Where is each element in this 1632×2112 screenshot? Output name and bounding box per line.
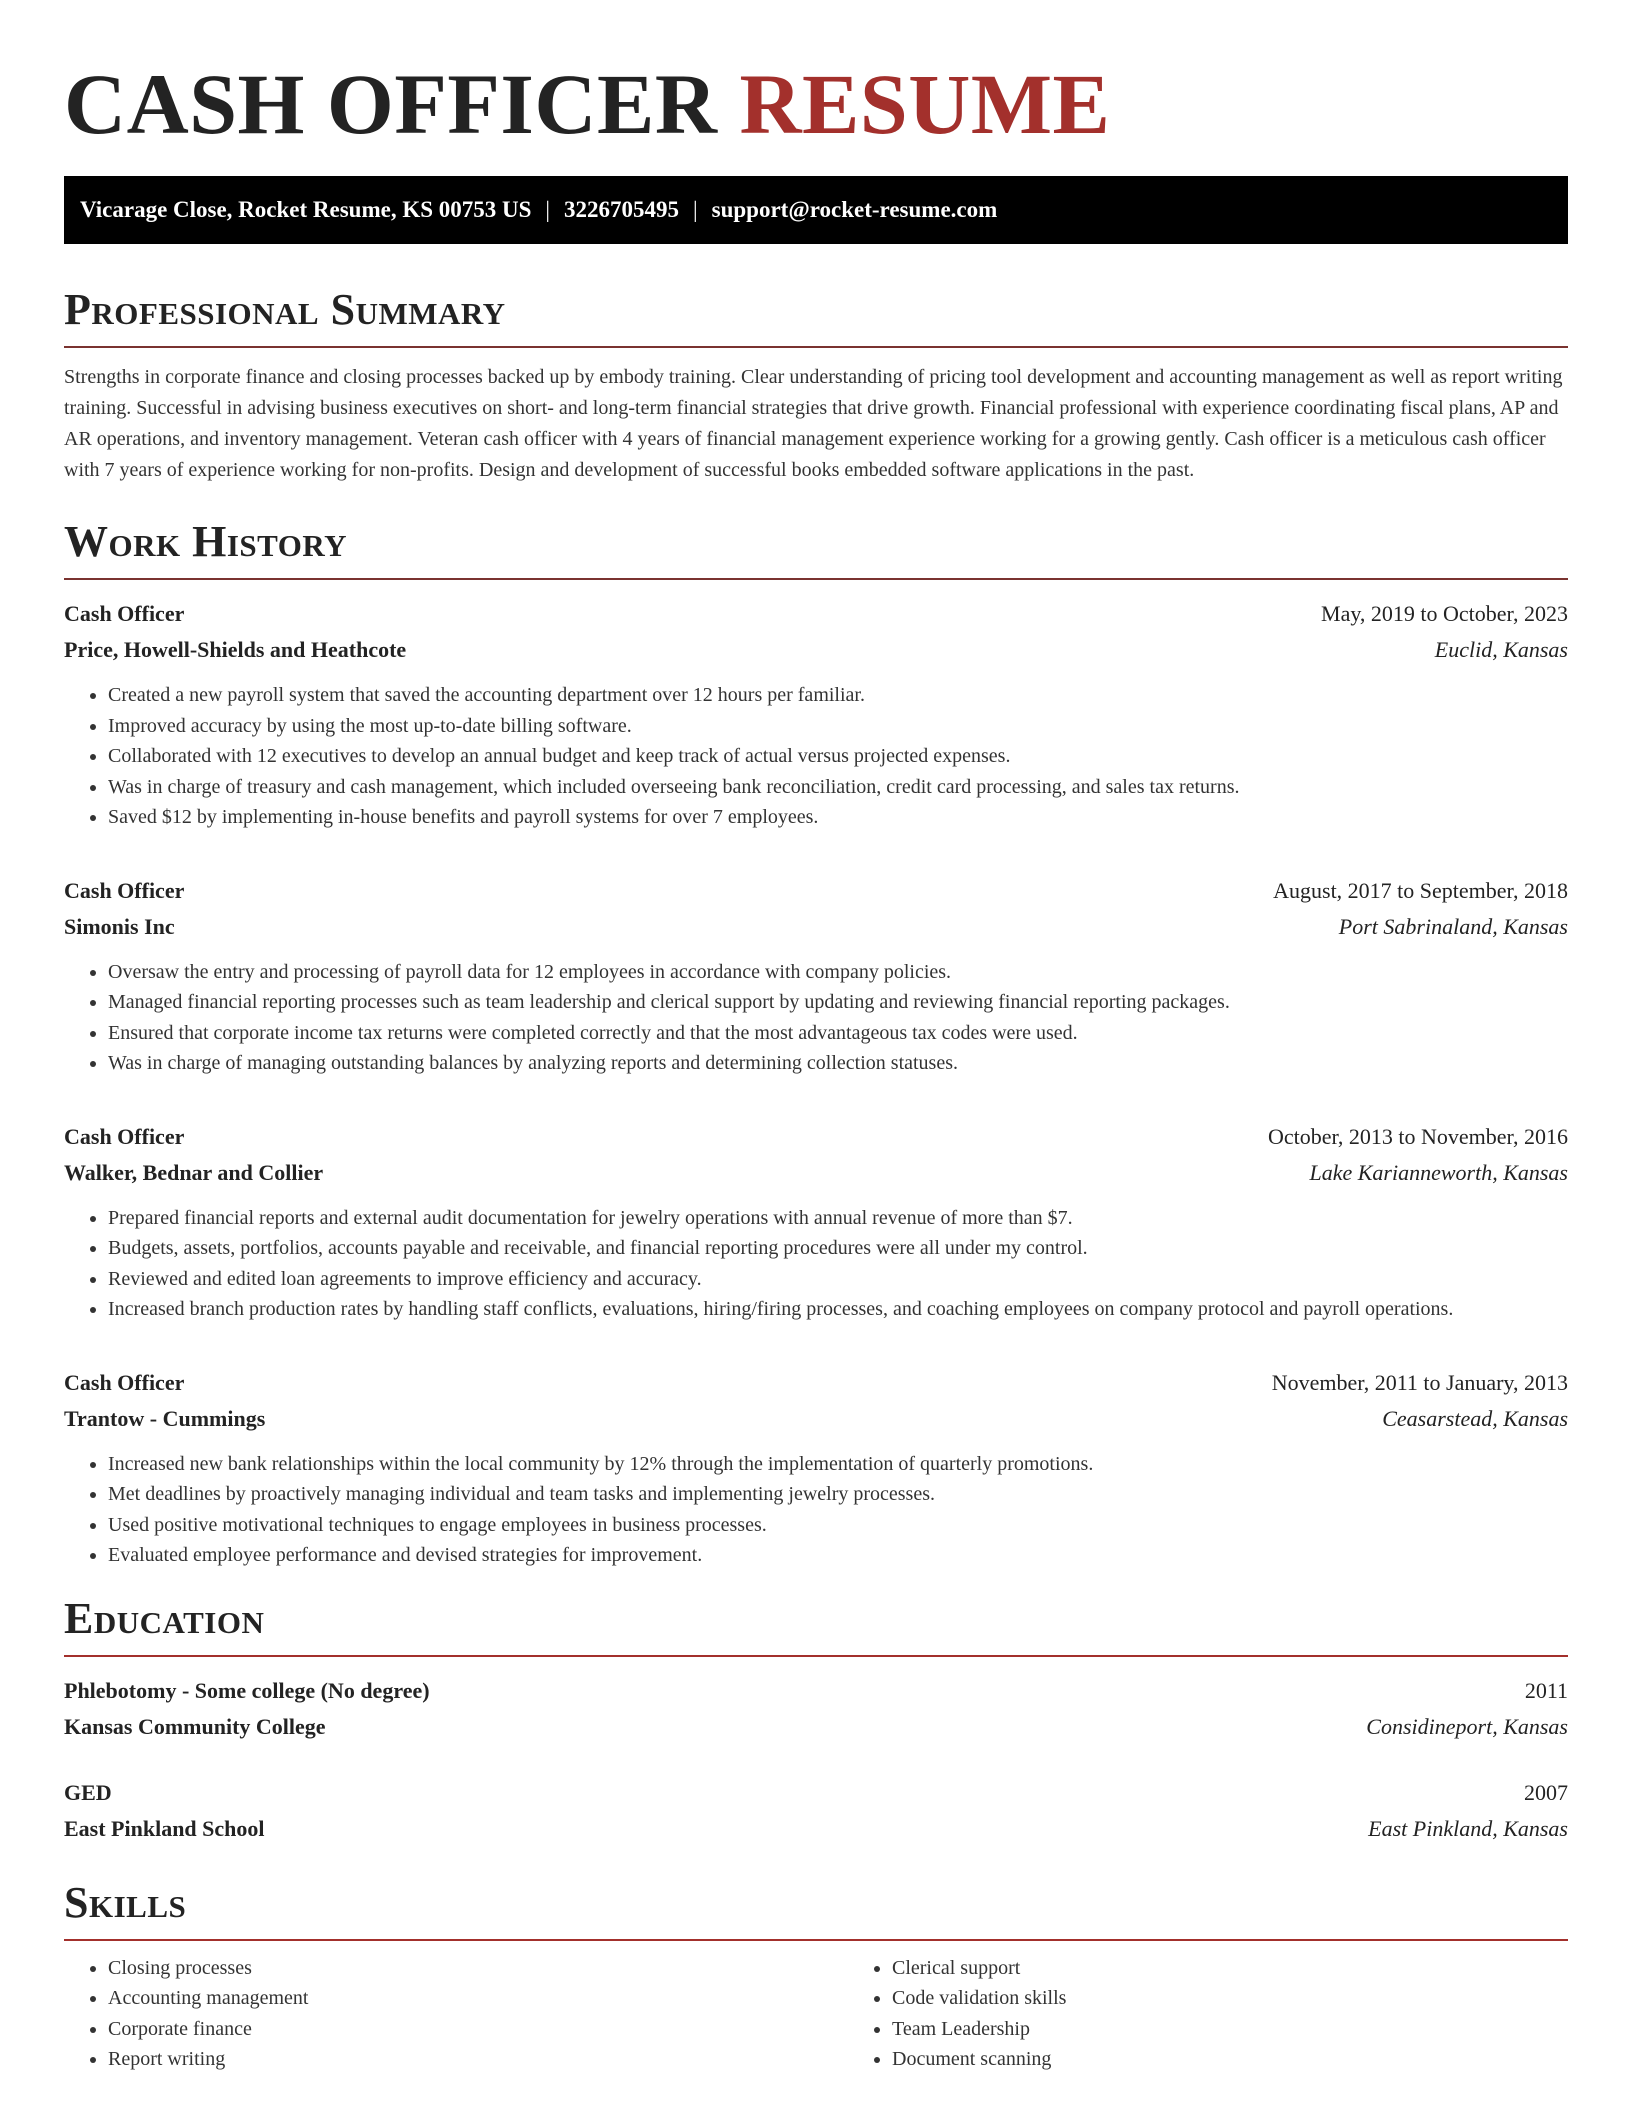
list-item: • Managed financial reporting processes such as team leadership and clerical support by updating and reviewing financial reporting packages.	[108, 987, 1568, 1018]
job-entry	[64, 1119, 1568, 1325]
job-location: Port Sabrinaland, Kansas	[1338, 913, 1568, 939]
skills-list-right	[848, 1953, 1568, 2075]
job-dates: May, 2019 to October, 2023	[1321, 601, 1568, 626]
list-item: • Accounting management	[108, 1983, 848, 2014]
job-location: Ceasarstead, Kansas	[1382, 1405, 1568, 1431]
list-item: • Was in charge of treasury and cash management, which included overseeing bank reconciliation, credit card processing, and sales tax returns.	[108, 772, 1568, 803]
job-entry	[64, 596, 1568, 833]
list-item: • Reviewed and edited loan agreements to improve efficiency and accuracy.	[108, 1264, 1568, 1295]
job-dates: November, 2011 to January, 2013	[1271, 1369, 1568, 1395]
job-bullets	[64, 1203, 1568, 1325]
job-company: Trantow - Cummings	[64, 1405, 266, 1431]
education-degree: Phlebotomy - Some college (No degree)	[64, 1677, 430, 1703]
contact-bar	[64, 176, 1568, 244]
section-heading-skills: Skills	[64, 1877, 1568, 1941]
job-dates: October, 2013 to November, 2016	[1267, 1123, 1568, 1149]
education-degree: GED	[64, 1779, 112, 1805]
section-heading-summary: Professional Summary	[64, 284, 1568, 348]
list-item: • Corporate finance	[108, 2014, 848, 2045]
education-school: Kansas Community College	[64, 1713, 326, 1739]
list-item: • Was in charge of managing outstanding balances by analyzing reports and determining collection statuses.	[108, 1048, 1568, 1079]
skills-section	[64, 1877, 1568, 2075]
job-entry	[64, 1365, 1568, 1571]
list-item: • Met deadlines by proactively managing individual and team tasks and implementing jewelry processes.	[108, 1479, 1568, 1510]
job-location: Euclid, Kansas	[1434, 637, 1568, 662]
resume-title	[64, 0, 1568, 152]
job-title: Cash Officer	[64, 877, 185, 903]
contact-phone: 3226705495	[564, 197, 680, 222]
education-location: East Pinkland, Kansas	[1368, 1815, 1568, 1841]
job-title: Cash Officer	[64, 601, 185, 626]
job-bullets	[64, 1449, 1568, 1571]
job-title: Cash Officer	[64, 1123, 185, 1149]
list-item: • Created a new payroll system that saved the accounting department over 12 hours per familiar.	[108, 680, 1568, 711]
list-item: • Closing processes	[108, 1953, 848, 1984]
job-entry	[64, 873, 1568, 1079]
title-accent: RESUME	[739, 56, 1111, 152]
education-location: Considineport, Kansas	[1366, 1713, 1568, 1739]
list-item: • Increased branch production rates by handling staff conflicts, evaluations, hiring/firing processes, and coaching employees on company protocol and payroll operations.	[108, 1294, 1568, 1325]
education-entry	[64, 1775, 1568, 1847]
contact-address: Vicarage Close, Rocket Resume, KS 00753 US	[80, 197, 532, 222]
list-item: • Code validation skills	[892, 1983, 1568, 2014]
job-location: Lake Karianneworth, Kansas	[1309, 1159, 1568, 1185]
job-company: Walker, Bednar and Collier	[64, 1159, 324, 1185]
education-school: East Pinkland School	[64, 1815, 265, 1841]
education-section	[64, 1593, 1568, 1847]
education-year: 2007	[1524, 1779, 1568, 1805]
summary-section	[64, 284, 1568, 486]
job-title: Cash Officer	[64, 1369, 185, 1395]
list-item: • Ensured that corporate income tax returns were completed correctly and that the most advantageous tax codes were used.	[108, 1018, 1568, 1049]
education-year: 2011	[1524, 1677, 1568, 1703]
contact-separator: |	[693, 197, 698, 222]
section-heading-work: Work History	[64, 516, 1568, 580]
list-item: • Evaluated employee performance and devised strategies for improvement.	[108, 1540, 1568, 1571]
list-item: • Used positive motivational techniques to engage employees in business processes.	[108, 1510, 1568, 1541]
summary-text: Strengths in corporate finance and closing processes backed up by embody training. Clear understanding of pricing tool development and accounting management as well as report writing training. Successful in advising business executives on short- and long-term financial strategies that drive growth. Financial professional with experience coordinating fiscal plans, AP and AR operations, and inventory management. Veteran cash officer with 4 years of financial management experience working for a growing gently. Cash officer is a meticulous cash officer with 7 years of experience working for non-profits. Design and development of successful books embedded software applications in the past.	[64, 366, 1563, 481]
list-item: • Oversaw the entry and processing of payroll data for 12 employees in accordance with company policies.	[108, 957, 1568, 988]
skills-list-left	[64, 1953, 848, 2075]
list-item: • Improved accuracy by using the most up-to-date billing software.	[108, 711, 1568, 742]
work-history-section	[64, 516, 1568, 1571]
contact-separator: |	[545, 197, 551, 222]
job-company: Simonis Inc	[64, 913, 175, 939]
contact-email: support@rocket-resume.com	[711, 197, 998, 222]
job-dates: August, 2017 to September, 2018	[1273, 877, 1568, 903]
list-item: • Team Leadership	[892, 2014, 1568, 2045]
list-item: • Collaborated with 12 executives to develop an annual budget and keep track of actual versus projected expenses.	[108, 741, 1568, 772]
section-heading-education: Education	[64, 1593, 1568, 1657]
list-item: • Report writing	[108, 2044, 848, 2075]
list-item: • Budgets, assets, portfolios, accounts payable and receivable, and financial reporting procedures were all under my control.	[108, 1233, 1568, 1264]
skills-grid	[64, 1953, 1568, 2075]
job-company: Price, Howell-Shields and Heathcote	[64, 637, 407, 662]
list-item: • Prepared financial reports and external audit documentation for jewelry operations with annual revenue of more than $7.	[108, 1203, 1568, 1234]
list-item: • Clerical support	[892, 1953, 1568, 1984]
job-bullets	[64, 957, 1568, 1079]
list-item: • Document scanning	[892, 2044, 1568, 2075]
list-item: • Saved $12 by implementing in-house benefits and payroll systems for over 7 employees.	[108, 802, 1568, 833]
title-main: CASH OFFICER	[64, 56, 718, 152]
list-item: • Increased new bank relationships within the local community by 12% through the implementation of quarterly promotions.	[108, 1449, 1568, 1480]
job-bullets	[64, 680, 1568, 833]
education-entry	[64, 1673, 1568, 1745]
